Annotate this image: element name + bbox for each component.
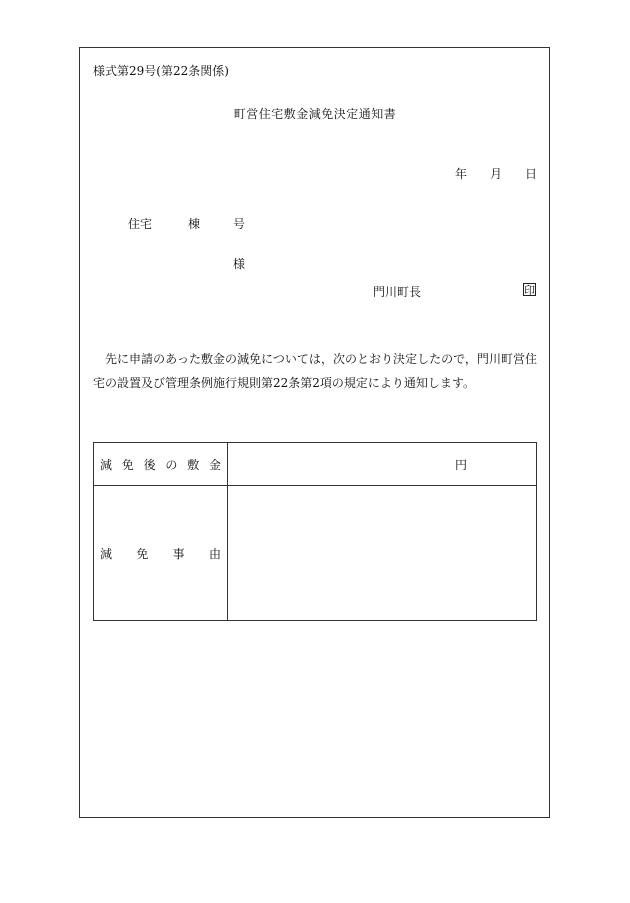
housing-label: 住宅 bbox=[128, 217, 153, 231]
amount-label bbox=[94, 456, 227, 473]
date-day-label: 日 bbox=[525, 167, 538, 181]
document-frame bbox=[79, 47, 550, 818]
reason-label-char: 免 bbox=[136, 546, 149, 561]
reason-label bbox=[94, 545, 227, 562]
yen-unit-label: 円 bbox=[455, 458, 468, 472]
building-label: 棟 bbox=[188, 217, 201, 231]
amount-label-char: の bbox=[165, 457, 178, 472]
date-year-label: 年 bbox=[455, 167, 468, 181]
document-title: 町営住宅敷金減免決定通知書 bbox=[233, 107, 397, 121]
reason-label-cell bbox=[94, 486, 228, 621]
decision-table bbox=[93, 442, 537, 621]
issuer-name: 門川町長 bbox=[373, 285, 422, 299]
amount-value-cell bbox=[228, 443, 537, 486]
amount-label-char: 免 bbox=[121, 457, 134, 472]
reason-label-char: 事 bbox=[172, 546, 185, 561]
unit-number-label: 号 bbox=[233, 217, 246, 231]
seal-mark-icon: 印 bbox=[524, 284, 535, 297]
reason-label-char: 減 bbox=[100, 546, 113, 561]
honorific-label: 様 bbox=[233, 257, 246, 271]
reason-value-cell bbox=[228, 486, 537, 621]
amount-label-char: 敷 bbox=[187, 457, 200, 472]
reason-label-char: 由 bbox=[208, 546, 221, 561]
amount-label-char: 減 bbox=[100, 457, 113, 472]
form-number: 様式第29号(第22条関係) bbox=[93, 64, 229, 78]
amount-label-char: 後 bbox=[143, 457, 156, 472]
table-row-reason bbox=[94, 486, 537, 621]
table-row-amount bbox=[94, 443, 537, 486]
amount-label-cell bbox=[94, 443, 228, 486]
notice-body-text: 先に申請のあった敷金の減免については，次のとおり決定したので，門川町営住宅の設置及び管理条例施行規則第22条第2項の規定により通知します。 bbox=[93, 352, 537, 390]
date-month-label: 月 bbox=[490, 167, 503, 181]
amount-label-char: 金 bbox=[208, 457, 221, 472]
